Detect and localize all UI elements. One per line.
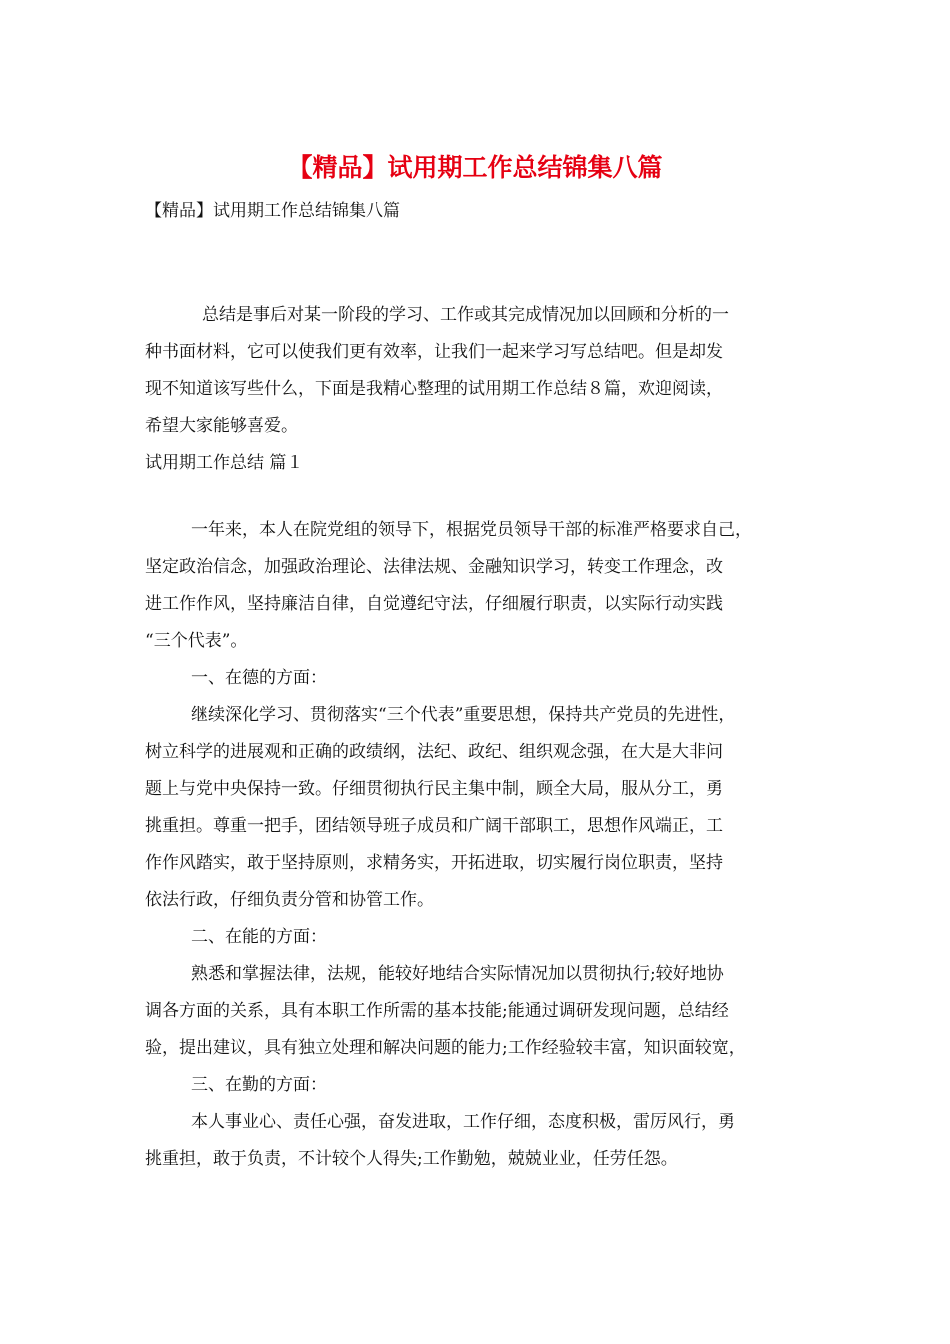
section-heading: 试用期工作总结 篇１ xyxy=(145,453,304,473)
text-line: 作作风踏实，敢于坚持原则，求精务实，开拓进取，切实履行岗位职责，坚持 xyxy=(145,853,723,873)
text-line: 树立科学的进展观和正确的政绩纲，法纪、政纪、组织观念强，在大是大非问 xyxy=(145,742,723,762)
text-line: 坚定政治信念，加强政治理论、法律法规、金融知识学习，转变工作理念，改 xyxy=(145,557,723,577)
text-line: 现不知道该写些什么，下面是我精心整理的试用期工作总结８篇，欢迎阅读， xyxy=(145,379,723,399)
text-line: 熟悉和掌握法律，法规，能较好地结合实际情况加以贯彻执行;较好地协 xyxy=(191,964,724,984)
subsection-heading: 二、在能的方面： xyxy=(191,927,327,947)
text-line: 种书面材料，它可以使我们更有效率，让我们一起来学习写总结吧。但是却发 xyxy=(145,342,723,362)
text-line: 验，提出建议，具有独立处理和解决问题的能力;工作经验较丰富，知识面较宽， xyxy=(145,1038,746,1058)
subsection-heading: 三、在勤的方面： xyxy=(191,1075,327,1095)
text-line: 继续深化学习、贯彻落实“三个代表”重要思想，保持共产党员的先进性， xyxy=(191,705,736,725)
text-line: 本人事业心、责任心强，奋发进取，工作仔细，态度积极，雷厉风行，勇 xyxy=(191,1112,735,1132)
text-line: 希望大家能够喜爱。 xyxy=(145,416,298,436)
subsection-heading: 一、在德的方面： xyxy=(191,668,327,688)
document-title: 【精品】试用期工作总结锦集八篇 xyxy=(287,153,663,182)
text-line: 挑重担，敢于负责，不计较个人得失;工作勤勉，兢兢业业，任劳任怨。 xyxy=(145,1149,678,1169)
text-line: 调各方面的关系，具有本职工作所需的基本技能;能通过调研发现问题，总结经 xyxy=(145,1001,729,1021)
text-line: “三个代表”。 xyxy=(145,631,248,651)
text-line: 题上与党中央保持一致。仔细贯彻执行民主集中制，顾全大局，服从分工，勇 xyxy=(145,779,723,799)
text-line: 进工作作风，坚持廉洁自律，自觉遵纪守法，仔细履行职责，以实际行动实践 xyxy=(145,594,723,614)
text-line: 依法行政，仔细负责分管和协管工作。 xyxy=(145,890,434,910)
text-line: 挑重担。尊重一把手，团结领导班子成员和广阔干部职工，思想作风端正，工 xyxy=(145,816,723,836)
document-subtitle: 【精品】试用期工作总结锦集八篇 xyxy=(145,201,400,221)
text-line: 一年来，本人在院党组的领导下，根据党员领导干部的标准严格要求自己， xyxy=(191,520,752,540)
text-line: 总结是事后对某一阶段的学习、工作或其完成情况加以回顾和分析的一 xyxy=(202,305,729,325)
